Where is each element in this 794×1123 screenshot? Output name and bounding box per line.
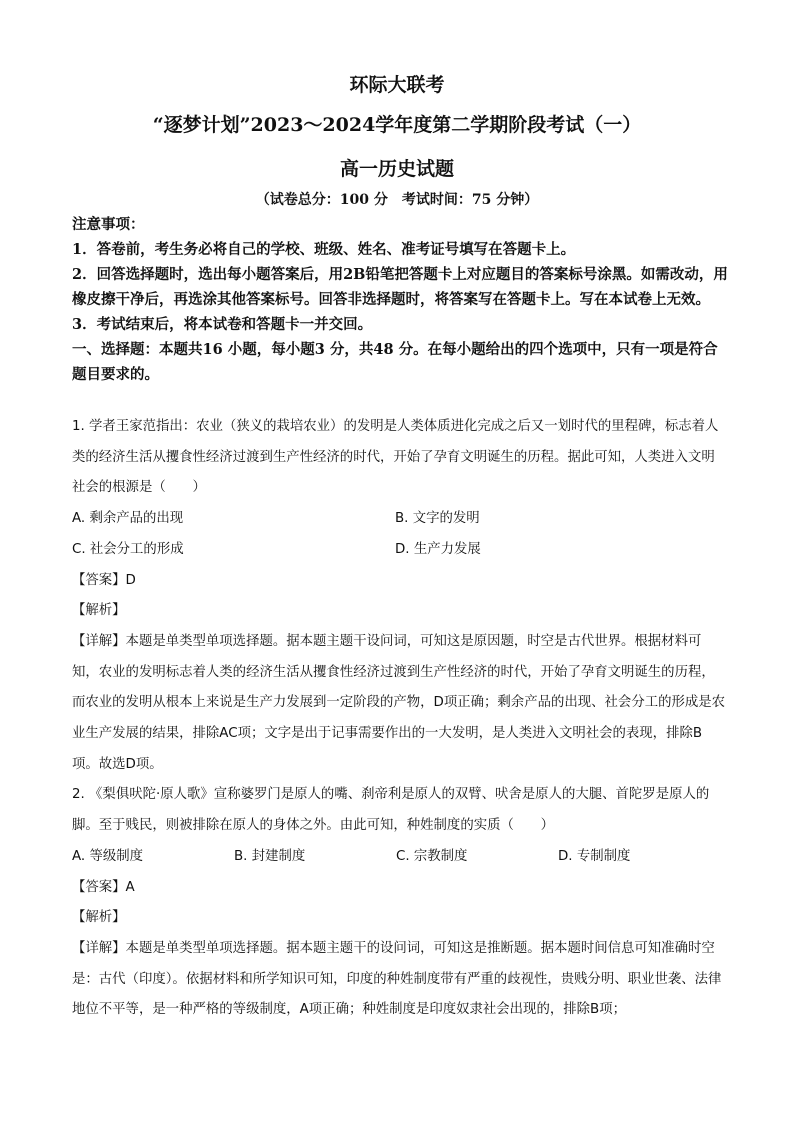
- analysis-label: 【解析】: [72, 603, 126, 619]
- detail-text: 【详解】本题是单类型单项选择题。据本题主题干的设问词，可知这是推断题。据本题时间信息可知准确时空是：古代（印度）。依据材料和所学知识可知，印度的种姓制度带有严重的歧视性，贵贱分明、职业世袭、法律地位不平等，是一种严格的等级制度，A项正确；种姓制度是印度奴隶社会出现的，排除B项；: [72, 940, 722, 1018]
- detail-text: 【详解】本题是单类型单项选择题。据本题主题干设问词，可知这是原因题，时空是古代世界。根据材料可知，农业的发明标志着人类的经济生活从攫食性经济过渡到生产性经济的时代，开始了孕育文明诞生的历程，而农业的发明从根本上来说是生产力发展到一定阶段的产物，D项正确；剩余产品的出现、社会分工的形成是农业生产发展的结果，排除AC项；文字是出于记事需要作出的一大发明，是人类进入文明社会的表现，排除B项。故选D项。: [72, 633, 726, 772]
- question-2: [72, 780, 728, 1026]
- answer-label: 【答案】A: [72, 879, 135, 895]
- questions: [72, 412, 728, 1026]
- option-b: B. 封建制度: [234, 848, 306, 864]
- analysis-label: 【解析】: [72, 910, 126, 926]
- notice-section: [72, 212, 732, 387]
- question-stem: 2. 《梨俱吠陀·原人歌》宣称婆罗门是原人的嘴、刹帝利是原人的双臂、吠舍是原人的大腿、首陀罗是原人的脚。至于贱民，则被排除在原人的身体之外。由此可知，种姓制度的实质（ ）: [72, 787, 710, 834]
- subject-title: 高一历史试题: [339, 158, 454, 180]
- option-d: D. 专制制度: [558, 848, 631, 864]
- section-heading: 一、选择题：本题共16 小题，每小题3 分，共48 分。在每小题给出的四个选项中，只有一项是符合题目要求的。: [72, 341, 718, 383]
- notice-item: 3．考试结束后，将本试卷和答题卡一并交回。: [72, 316, 373, 333]
- question-1: [72, 412, 728, 780]
- exam-union-title: 环际大联考: [349, 74, 445, 96]
- notice-item: 2．回答选择题时，选出每小题答案后，用2B铅笔把答题卡上对应题目的答案标号涂黑。如需改动，用橡皮擦干净后，再选涂其他答案标号。回答非选择题时，将答案写在答题卡上。写在本试卷上无效。: [72, 266, 728, 308]
- option-c: C. 社会分工的形成: [72, 541, 184, 557]
- exam-meta: （试卷总分：100 分 考试时间：75 分钟）: [255, 192, 539, 208]
- option-b: B. 文字的发明: [395, 511, 480, 527]
- question-options: [72, 504, 728, 565]
- notice-item: 1．答卷前，考生务必将自己的学校、班级、姓名、准考证号填写在答题卡上。: [72, 241, 576, 258]
- question-options: [72, 842, 728, 873]
- option-a: A. 剩余产品的出现: [72, 511, 184, 527]
- option-c: C. 宗教制度: [396, 848, 468, 864]
- option-a: A. 等级制度: [72, 848, 143, 864]
- answer-label: 【答案】D: [72, 572, 136, 588]
- exam-plan-title: “逐梦计划”2023～2024学年度第二学期阶段考试（一）: [152, 114, 642, 136]
- question-stem: 1. 学者王家范指出：农业（狭义的栽培农业）的发明是人类体质进化完成之后又一划时代的里程碑，标志着人类的经济生活从攫食性经济过渡到生产性经济的时代，开始了孕育文明诞生的历程。据此可知，人类进入文明社会的根源是（ ）: [72, 419, 719, 496]
- option-d: D. 生产力发展: [395, 541, 481, 557]
- notice-heading: 注意事项：: [72, 216, 145, 233]
